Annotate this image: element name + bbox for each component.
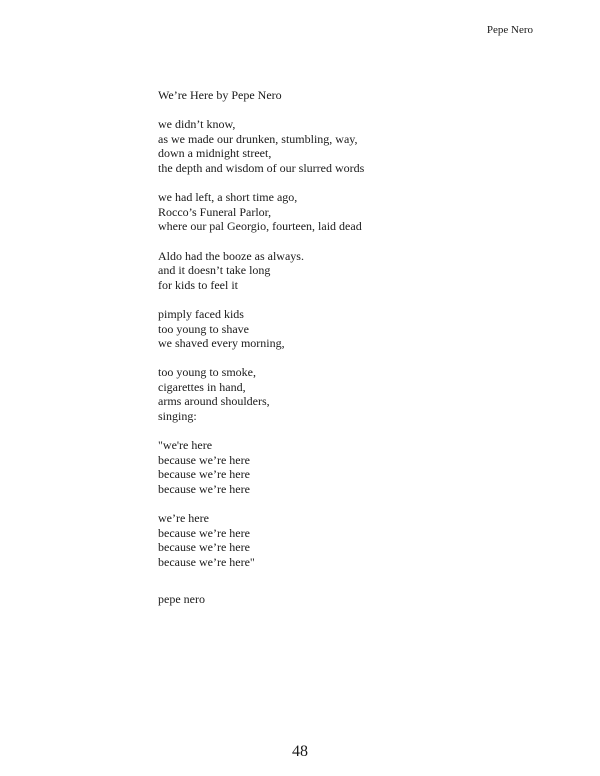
stanza [158,511,364,569]
poem-line: because we’re here [158,452,250,467]
poem-line: and it doesn’t take long [158,263,271,278]
poem-signature: pepe nero [158,591,205,606]
poem-line: Rocco’s Funeral Parlor, [158,204,272,219]
stanza [158,190,364,234]
poem [158,88,364,606]
stanza [158,249,364,293]
poem-line: because we’re here [158,482,250,497]
poem-line: singing: [158,409,197,424]
running-header-author: Pepe Nero [486,24,533,36]
poem-line: down a midnight street, [158,146,272,161]
poem-line: because we’re here [158,540,250,555]
poem-line: arms around shoulders, [158,394,270,409]
poem-line: we shaved every morning, [158,336,285,351]
stanza [158,365,364,423]
poem-line: for kids to feel it [158,277,238,292]
poem-line: too young to shave [158,321,249,336]
poem-line: as we made our drunken, stumbling, way, [158,131,358,146]
page-number: 48 [292,743,308,760]
poem-line: because we’re here [158,467,250,482]
poem-line: "we're here [158,438,213,453]
poem-line: we had left, a short time ago, [158,190,298,205]
stanza [158,117,364,175]
poem-line: Aldo had the booze as always. [158,248,304,263]
stanza [158,307,364,351]
poem-line: too young to smoke, [158,365,256,380]
poem-line: cigarettes in hand, [158,379,246,394]
poem-line: because we’re here [158,525,250,540]
stanza [158,438,364,496]
poem-title: We’re Here by Pepe Nero [158,88,282,102]
poem-line: because we’re here" [158,555,255,569]
poem-line: where our pal Georgio, fourteen, laid dead [158,219,362,234]
poem-line: the depth and wisdom of our slurred words [158,160,365,175]
poem-line: pimply faced kids [158,306,244,321]
poem-line: we didn’t know, [158,117,236,132]
poem-line: we’re here [158,511,209,526]
